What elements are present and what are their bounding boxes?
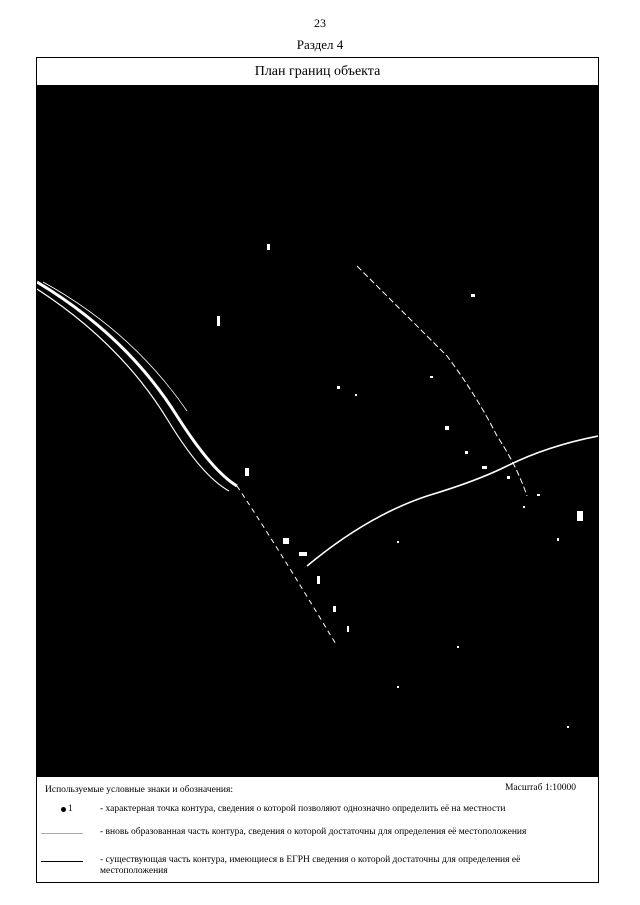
legend (37, 776, 598, 882)
new-contour-line-icon (41, 833, 83, 834)
road-line-4 (237, 486, 337, 646)
plan-title: План границ объекта (37, 58, 598, 86)
track-diagonal (357, 266, 527, 496)
legend-new-contour-text: - вновь образованная часть контура, сведения о которой достаточны для определения её местоположения (100, 827, 527, 837)
plan-frame (36, 57, 599, 883)
point-dot-icon (61, 807, 66, 812)
page-number: 23 (314, 16, 326, 30)
road-right (307, 436, 598, 566)
legend-heading: Используемые условные знаки и обозначения: (45, 785, 234, 795)
road-line-1 (37, 282, 237, 486)
map-features (37, 86, 598, 776)
point-number-label: 1 (68, 804, 73, 814)
road-line-2 (37, 289, 229, 491)
legend-existing-contour-text: - существующая часть контура, имеющиеся в ЕГРН сведения о которой достаточны для определения её местоположения (100, 855, 521, 876)
existing-contour-line-icon (41, 861, 83, 862)
map-scale: Масштаб 1:10000 (504, 783, 576, 793)
satellite-map[interactable] (37, 86, 598, 776)
legend-point-text: - характерная точка контура, сведения о которой позволяют однозначно определить её на местности (100, 804, 506, 814)
section-title: Раздел 4 (296, 37, 344, 52)
scattered-features (217, 244, 583, 728)
